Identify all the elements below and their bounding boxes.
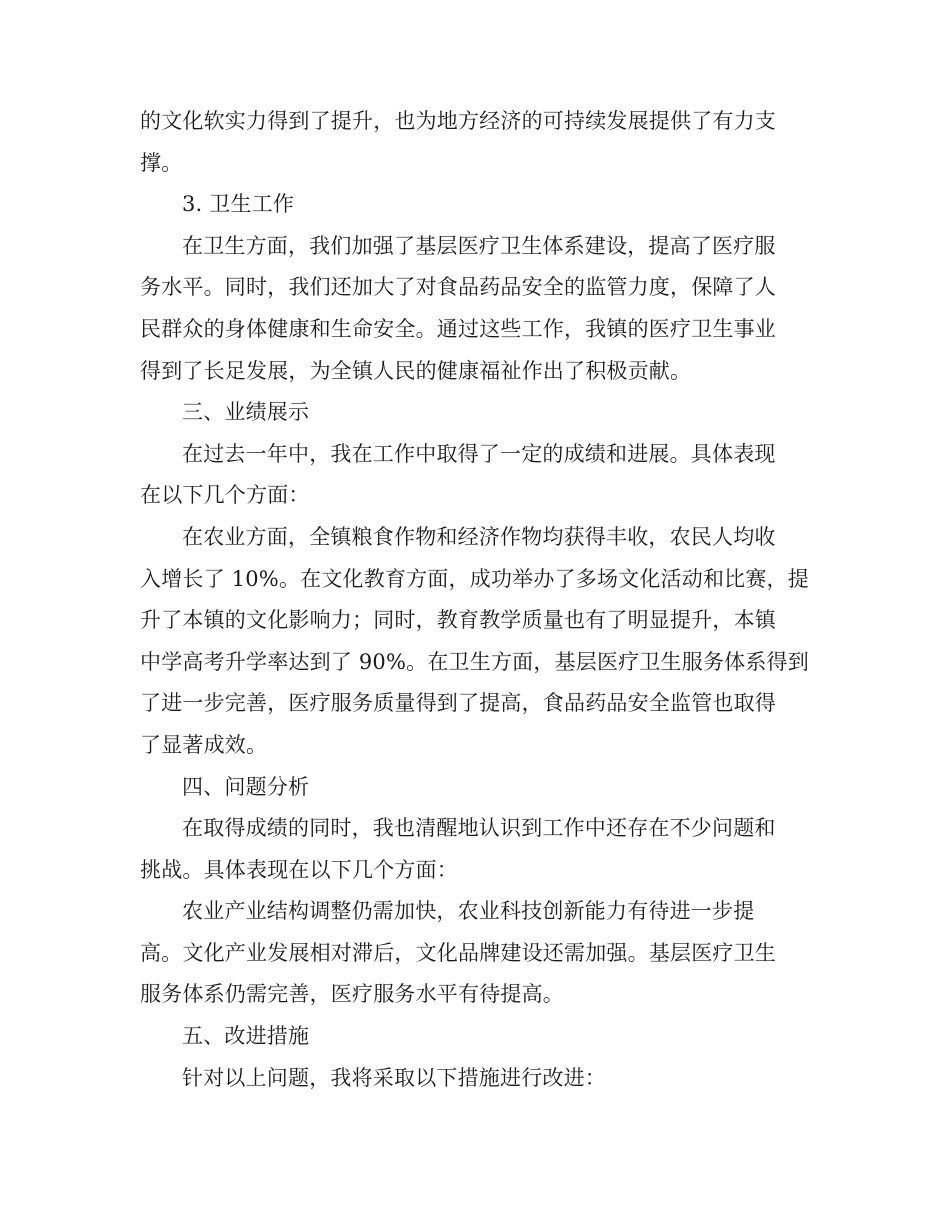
text-line: 针对以上问题，我将采取以下措施进行改进：: [182, 1065, 606, 1090]
section-heading: 3. 卫生工作: [182, 192, 295, 217]
text-line: 挑战。具体表现在以下几个方面：: [140, 857, 458, 882]
document-body: [140, 101, 810, 1099]
text-line: 的文化软实力得到了提升，也为地方经济的可持续发展提供了有力支: [140, 109, 776, 133]
text-line: 中学高考升学率达到了 90%。在卫生方面，基层医疗卫生服务体系得到: [140, 649, 809, 674]
section-heading: 四、问题分析: [182, 774, 310, 799]
section-heading: 三、业绩展示: [182, 400, 310, 425]
text-line: 了进一步完善，医疗服务质量得到了提高，食品药品安全监管也取得: [140, 691, 776, 716]
text-line: 在取得成绩的同时，我也清醒地认识到工作中还存在不少问题和: [182, 816, 776, 841]
text-line: 服务体系仍需完善，医疗服务水平有待提高。: [140, 982, 564, 1007]
text-line: 撑。: [140, 150, 183, 175]
text-line: 了显著成效。: [140, 732, 268, 757]
text-line: 在农业方面，全镇粮食作物和经济作物均获得丰收，农民人均收: [182, 524, 776, 549]
text-line: 农业产业结构调整仍需加快，农业科技创新能力有待进一步提: [182, 899, 755, 924]
text-line: 升了本镇的文化影响力；同时，教育教学质量也有了明显提升，本镇: [140, 608, 776, 633]
text-line: 得到了长足发展，为全镇人民的健康福祉作出了积极贡献。: [140, 358, 692, 383]
text-line: 在过去一年中，我在工作中取得了一定的成绩和进展。具体表现: [182, 441, 776, 466]
section-heading: 五、改进措施: [182, 1024, 310, 1049]
text-line: 高。文化产业发展相对滞后，文化品牌建设还需加强。基层医疗卫生: [140, 940, 776, 965]
text-line: 民群众的身体健康和生命安全。通过这些工作，我镇的医疗卫生事业: [140, 316, 776, 341]
text-line: 入增长了 10%。在文化教育方面，成功举办了多场文化活动和比赛，提: [140, 566, 809, 591]
text-line: 务水平。同时，我们还加大了对食品药品安全的监管力度，保障了人: [140, 275, 776, 300]
text-line: 在以下几个方面：: [140, 483, 310, 508]
text-line: 在卫生方面，我们加强了基层医疗卫生体系建设，提高了医疗服: [182, 233, 776, 258]
